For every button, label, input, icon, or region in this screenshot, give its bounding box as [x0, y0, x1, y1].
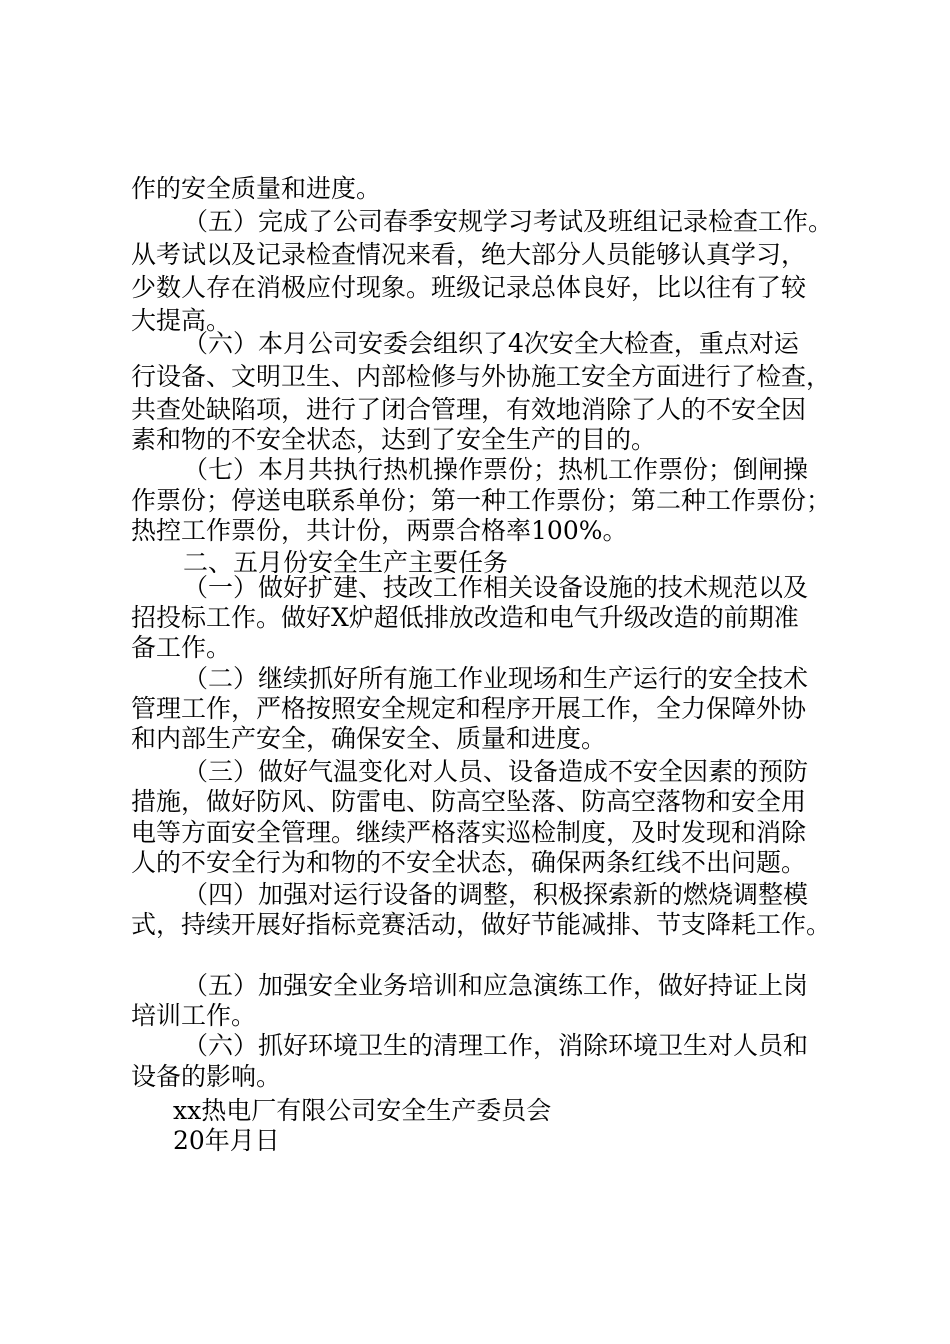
- text-line: （六）抓好环境卫生的清理工作，消除环境卫生对人员和: [183, 1031, 809, 1060]
- text-line: 从考试以及记录检查情况来看，绝大部分人员能够认真学习，: [131, 240, 807, 269]
- text-line: 招投标工作。做好X炉超低排放改造和电气升级改造的前期准: [131, 603, 799, 632]
- text-line: （五）完成了公司春季安规学习考试及班组记录检查工作。: [183, 207, 834, 236]
- text-line: 作票份；停送电联系单份；第一种工作票份；第二种工作票份；: [131, 486, 832, 515]
- text-line: 管理工作，严格按照安全规定和程序开展工作，全力保障外协: [131, 694, 807, 723]
- text-line: 大提高。: [131, 306, 232, 335]
- text-line: （六）本月公司安委会组织了4次安全大检查，重点对运: [183, 329, 799, 358]
- text-line: （五）加强安全业务培训和应急演练工作，做好持证上岗: [183, 971, 809, 1000]
- text-line: 共查处缺陷项，进行了闭合管理，有效地消除了人的不安全因: [131, 395, 807, 424]
- text-line: （一）做好扩建、技改工作相关设备设施的技术规范以及: [183, 573, 809, 602]
- text-line: 素和物的不安全状态，达到了安全生产的目的。: [131, 425, 657, 454]
- text-line: 措施，做好防风、防雷电、防高空坠落、防高空落物和安全用: [131, 787, 807, 816]
- text-line: （三）做好气温变化对人员、设备造成不安全因素的预防: [183, 757, 809, 786]
- text-line: 备工作。: [131, 633, 232, 662]
- section-heading: 二、五月份安全生产主要任务: [183, 548, 509, 577]
- text-line: 人的不安全行为和物的不安全状态，确保两条红线不出问题。: [131, 848, 807, 877]
- text-line: 式，持续开展好指标竞赛活动，做好节能减排、节支降耗工作。: [131, 910, 832, 939]
- text-line: 和内部生产安全，确保安全、质量和进度。: [131, 724, 607, 753]
- text-line: 培训工作。: [131, 1001, 257, 1030]
- text-line: 少数人存在消极应付现象。班级记录总体良好，比以往有了较: [131, 273, 807, 302]
- text-line: 行设备、文明卫生、内部检修与外协施工安全方面进行了检查，: [131, 362, 832, 391]
- text-line: 设备的影响。: [131, 1062, 282, 1091]
- text-line: 作的安全质量和进度。: [131, 174, 382, 203]
- signature-organization: xx热电厂有限公司安全生产委员会: [173, 1096, 552, 1125]
- text-line: 电等方面安全管理。继续严格落实巡检制度，及时发现和消除: [131, 818, 807, 847]
- text-line: （四）加强对运行设备的调整，积极探索新的燃烧调整模: [183, 880, 809, 909]
- text-line: （七）本月共执行热机操作票份；热机工作票份；倒闸操: [183, 455, 809, 484]
- text-line: （二）继续抓好所有施工作业现场和生产运行的安全技术: [183, 664, 809, 693]
- signature-date: 20年月日: [173, 1126, 280, 1155]
- text-line: 热控工作票份，共计份，两票合格率100%。: [131, 516, 628, 545]
